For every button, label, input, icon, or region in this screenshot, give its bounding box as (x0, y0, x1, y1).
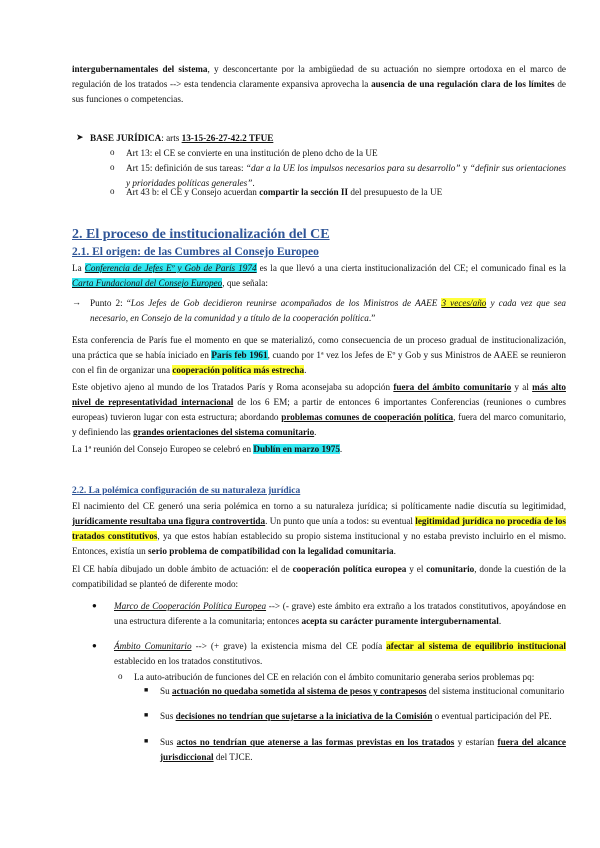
paris-paragraph: La Conferencia de Jefes Eº y Gob de París 1974 es la que llevó a una cierta institucionalización del CE; el comunicado final es la Carta Fundacional del Consejo Europeo, que señala: (72, 263, 566, 288)
institucionalizacion-paragraph: Esta conferencia de París fue el momento en que se materializó, como consecuencia de un proceso gradual de institucionalización, una práctica que se había iniciado en París feb 1961, cuando por 1ª vez los Jefes de Eº y Gob y sus Ministros de AAEE se reunieron con el fin de organizar una cooperación política más estrecha. (72, 335, 566, 375)
circle-bullet-icon: o (110, 186, 115, 196)
square-bullet-icon: ■ (144, 686, 149, 694)
section-title: 2. El proceso de institucionalización del CE (72, 227, 330, 242)
dot-bullet-icon: ● (92, 641, 97, 650)
punto-2-quote: Punto 2: “Los Jefes de Gob decidieron reunirse acompañados de los Ministros de AAEE 3 veces/año y cada vez que sea necesario, en Consejo de la comunidad y a título de la cooperación política.” (90, 298, 566, 323)
subsection-title: 2.1. El origen: de las Cumbres al Consejo Europeo (72, 246, 319, 258)
intro-paragraph: intergubernamentales del sistema, y desconcertante por la ambigüedad de su actuación no siempre ortodoxa en el marco de regulación de los tratados --> esta tendencia claramente expansiva aprovecha la ausencia de una regulación clara de los límites de sus funciones o competencias. (72, 64, 567, 104)
circle-bullet-icon: o (118, 671, 123, 681)
dublin-paragraph: La 1ª reunión del Consejo Europeo se celebró en Dublín en marzo 1975. (72, 444, 343, 454)
dot-bullet-icon: ● (92, 601, 97, 610)
circle-bullet-icon: o (110, 147, 115, 157)
objetivo-paragraph: Este objetivo ajeno al mundo de los Tratados París y Roma aconsejaba su adopción fuera del ámbito comunitario y al más alto nivel de representatividad internacional de los 6 EM; a partir de entonces 6 importantes Conferencias (reuniones o cumbres europeas) tuvieron lugar con esta estructura; abordando problemas comunes de cooperación política, fuera del marco comunitario, y definiendo las grandes orientaciones del sistema comunitario. (72, 382, 566, 437)
square-item: Su actuación no quedaba sometida al sistema de pesos y contrapesos del sistema institucional comunitario (160, 686, 565, 696)
square-item: Sus actos no tendrían que atenerse a las formas previstas en los tratados y estarían fuera del alcance jurisdiccional del TJCE. (160, 737, 566, 762)
square-item: Sus decisiones no tendrían que sujetarse a la iniciativa de la Comisión o eventual participación del PE. (160, 711, 552, 721)
arrow-bullet-icon: ➤ (76, 132, 84, 142)
polemica-paragraph: El nacimiento del CE generó una seria polémica en torno a su naturaleza jurídica; si políticamente nadie discutía su legitimidad, jurídicamente resultaba una figura controvertida. Un punto que unía a todos: su eventual legitimidad jurídica no procedía de los tratados constitutivos, ya que estos habían establecido su propio sistema institucional y no estaba previsto incluirlo en el mismo. Entonces, existía un serio problema de compatibilidad con la legalidad comunitaria. (72, 501, 566, 556)
list-item-comunitario: Ámbito Comunitario --> (+ grave) la existencia misma del CE podía afectar al sistema de equilibrio institucional establecido en los tratados constitutivos. (114, 641, 566, 666)
base-item: Art 43 b: el CE y Consejo acuerdan compartir la sección II del presupuesto de la UE (126, 187, 443, 197)
square-bullet-icon: ■ (144, 737, 149, 745)
sub-item-problemas: La auto-atribución de funciones del CE en relación con el ámbito comunitario generaba serios problemas pq: (134, 672, 535, 682)
square-bullet-icon: ■ (144, 711, 149, 719)
base-item: Art 13: el CE se convierte en una institución de pleno dcho de la UE (126, 148, 378, 158)
list-item-cooperacion: Marco de Cooperación Política Europea --> (- grave) este ámbito era extraño a los tratados constitutivos, apoyándose en una estructura diferente a la comunitaria; entonces acepta su carácter puramente intergubernamental. (114, 601, 567, 626)
doble-ambito-paragraph: El CE había dibujado un doble ámbito de actuación: el de cooperación política europea y el comunitario, donde la cuestión de la compatibilidad se planteó de diferente modo: (72, 564, 566, 589)
circle-bullet-icon: o (110, 162, 115, 172)
base-item: Art 15: definición de sus tareas: “dar a la UE los impulsos necesarios para su desarrollo” y “definir sus orientaciones y prioridades políticas generales”. (126, 163, 566, 188)
subsection-title: 2.2. La polémica configuración de su naturaleza jurídica (72, 486, 301, 496)
base-juridica-heading: BASE JURÍDICA: arts 13-15-26-27-42.2 TFUE (90, 133, 274, 143)
right-arrow-icon: → (72, 297, 81, 307)
